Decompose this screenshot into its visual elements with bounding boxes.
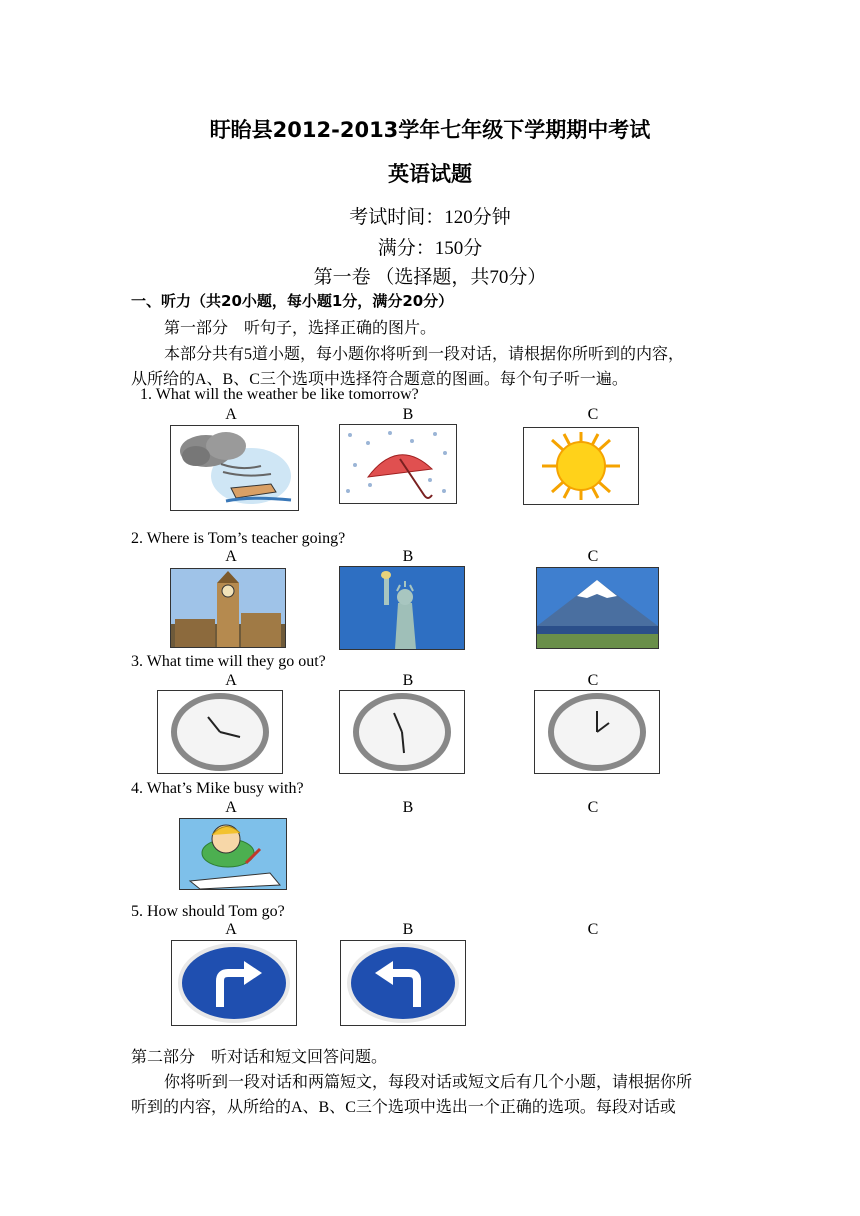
option-a-label: A — [225, 406, 237, 423]
part1-instruction-1: 本部分共有5道小题，每小题你将听到一段对话，请根据你所听到的内容， — [164, 346, 685, 363]
option-c-label: C — [587, 548, 599, 565]
option-b-label: B — [402, 406, 414, 423]
question-4: 4. What’s Mike busy with? — [131, 780, 304, 797]
listening-heading: 一、听力（共20小题，每小题1分，满分20分） — [131, 292, 454, 310]
boy-writing-icon — [179, 818, 287, 890]
turn-left-sign-icon — [340, 940, 466, 1026]
turn-right-sign-icon — [171, 940, 297, 1026]
exam-title: 盱眙县2012-2013学年七年级下学期期中考试 — [209, 118, 651, 142]
option-a-label: A — [225, 548, 237, 565]
cloud-wind-icon — [170, 425, 299, 511]
sun-icon — [523, 427, 639, 505]
question-2: 2. Where is Tom’s teacher going? — [131, 530, 346, 547]
option-b-label: B — [402, 799, 414, 816]
option-b-label: B — [402, 672, 414, 689]
part2-instruction-1: 你将听到一段对话和两篇短文，每段对话或短文后有几个小题，请根据你所 — [164, 1074, 693, 1091]
option-c-label: C — [587, 406, 599, 423]
option-b-label: B — [402, 921, 414, 938]
part2-instruction-2: 听到的内容，从所给的A、B、C三个选项中选出一个正确的选项。每段对话或 — [131, 1099, 676, 1116]
big-ben-icon — [170, 568, 286, 648]
option-c-label: C — [587, 799, 599, 816]
option-a-label: A — [225, 799, 237, 816]
volume-heading: 第一卷 （选择题，共70分） — [313, 267, 547, 288]
option-b-label: B — [402, 548, 414, 565]
question-1: 1. What will the weather be like tomorrow? — [140, 386, 419, 403]
option-c-label: C — [587, 921, 599, 938]
option-a-label: A — [225, 921, 237, 938]
part1-instruction-2: 从所给的A、B、C三个选项中选择符合题意的图画。每个句子听一遍。 — [131, 371, 628, 388]
clock-icon — [157, 690, 283, 774]
mount-fuji-icon — [536, 567, 659, 649]
full-score: 满分：150分 — [377, 238, 483, 259]
part2-title: 第二部分 听对话和短文回答问题。 — [131, 1049, 388, 1066]
option-c-label: C — [587, 672, 599, 689]
part1-title: 第一部分 听句子，选择正确的图片。 — [164, 320, 437, 337]
option-a-label: A — [225, 672, 237, 689]
exam-time: 考试时间：120分钟 — [349, 207, 511, 228]
exam-subtitle: 英语试题 — [388, 162, 472, 186]
rain-umbrella-icon — [339, 424, 457, 504]
clock-icon — [534, 690, 660, 774]
question-5: 5. How should Tom go? — [131, 903, 285, 920]
clock-icon — [339, 690, 465, 774]
question-3: 3. What time will they go out? — [131, 653, 326, 670]
statue-of-liberty-icon — [339, 566, 465, 650]
